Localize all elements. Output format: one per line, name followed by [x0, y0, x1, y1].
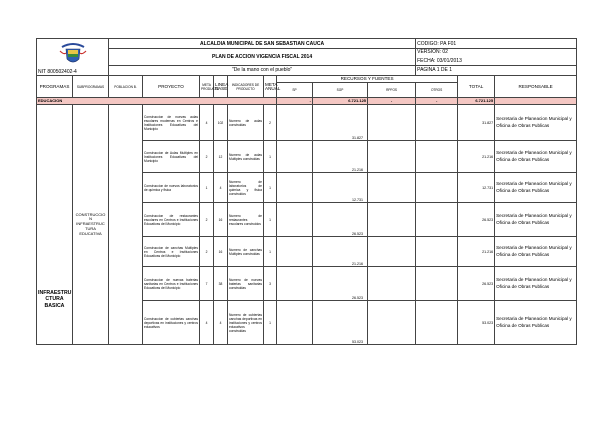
- sector-total: 6.721.125: [458, 98, 495, 105]
- slogan: "De la mano con el pueblo": [109, 65, 416, 75]
- meta-producto: 4: [200, 301, 214, 345]
- program-name: INFRAESTRU CTURA BASICA: [37, 105, 73, 345]
- meta-anual: 1: [264, 141, 277, 173]
- sgp-value: 26.523: [313, 267, 368, 301]
- responsable: Secretaria de Planeacion Municipal y Oficina de Obras Publicas: [495, 301, 577, 345]
- sgp-value: 21.216: [313, 141, 368, 173]
- sgp-value: 21.216: [313, 237, 368, 267]
- sector-name: EDUCACION: [37, 98, 277, 105]
- col-programas: PROGRAMAS: [37, 76, 73, 98]
- indicador: Numero de nuevas baterias sanitarias construidas: [228, 267, 264, 301]
- sp-value: [277, 173, 313, 203]
- col-poblacion: POBLACION B.: [109, 76, 143, 98]
- rpfos-value: [368, 237, 416, 267]
- municipal-logo: [38, 39, 107, 69]
- meta-anual: 2: [264, 105, 277, 141]
- responsable: Secretaria de Planeacion Municipal y Oficina de Obras Publicas: [495, 105, 577, 141]
- sp-value: [277, 141, 313, 173]
- sgp-value: 31.827: [313, 105, 368, 141]
- plan-table: [36, 38, 577, 345]
- total-value: 21.216: [458, 237, 495, 267]
- project-name: Construccion de canchas Multiples en Centros e Instituciones Educativas del Municipio: [143, 237, 200, 267]
- sector-rpfos: -: [368, 98, 416, 105]
- document-title: ALCALDIA MUNICIPAL DE SAN SEBASTIAN CAUCA: [109, 39, 416, 49]
- otros-value: [416, 203, 458, 237]
- linea-base: 38: [214, 267, 228, 301]
- project-name: Construccion de nuevos laboratorios de quimica y fisica: [143, 173, 200, 203]
- rpfos-value: [368, 141, 416, 173]
- sp-value: [277, 105, 313, 141]
- linea-base: 16: [214, 203, 228, 237]
- responsable: Secretaria de Planeacion Municipal y Oficina de Obras Publicas: [495, 237, 577, 267]
- indicador: Numero de restaurantes escolares construidos: [228, 203, 264, 237]
- sp-value: [277, 301, 313, 345]
- otros-value: [416, 301, 458, 345]
- meta-producto: 4: [200, 105, 214, 141]
- linea-base: 102: [214, 105, 228, 141]
- linea-base: 4: [214, 301, 228, 345]
- fecha-text: FECHA: 03/01/2013: [417, 58, 462, 65]
- document-subtitle: PLAN DE ACCION VIGENCIA FISCAL 2014: [109, 49, 416, 65]
- otros-value: [416, 237, 458, 267]
- pagina-label: PAGINA 1 DE 1: [416, 65, 577, 75]
- indicador: Numero de cubiertas canchas deportivas en instituciones y centros educativos construidas: [228, 301, 264, 345]
- linea-base: 12: [214, 141, 228, 173]
- col-indicadores: INDICADORES DE PRODUCTO: [228, 76, 264, 98]
- plan-accion-sheet: [36, 38, 576, 345]
- meta-producto: 7: [200, 267, 214, 301]
- project-name: Construccion de nuevas aulas escolares modernas en Centros e Instituciones Educativas del Municipio: [143, 105, 200, 141]
- version-label: [416, 49, 577, 65]
- col-recursos: RECURSOS Y FUENTES: [277, 76, 458, 83]
- meta-anual: 1: [264, 237, 277, 267]
- meta-producto: 2: [200, 141, 214, 173]
- linea-base: 4: [214, 173, 228, 203]
- project-name: Construccion de Aulas Multiples en Instituciones Educativas del Municipio: [143, 141, 200, 173]
- sgp-value: 53.023: [313, 301, 368, 345]
- sector-resp: [495, 98, 577, 105]
- meta-producto: 1: [200, 173, 214, 203]
- total-value: 31.827: [458, 105, 495, 141]
- otros-value: [416, 267, 458, 301]
- codigo-label: CODIGO: PA F01: [416, 39, 577, 49]
- sector-row: [37, 98, 577, 105]
- subprogram-name: CONSTRUCCIO N INFRAESTRUC TURA EDUCATIVA: [73, 105, 109, 345]
- project-name: Construccion de nuevas baterias sanitarias en Centros e Instituciones Educativas del Municipio: [143, 267, 200, 301]
- rpfos-value: [368, 267, 416, 301]
- meta-anual: 3: [264, 267, 277, 301]
- rpfos-value: [368, 203, 416, 237]
- otros-value: [416, 105, 458, 141]
- indicador: Numero de aulas Multiples construidas: [228, 141, 264, 173]
- sgp-value: 26.523: [313, 203, 368, 237]
- project-name: Construccion de cubiertas canchas deportivas en instituciones y centros educativos: [143, 301, 200, 345]
- responsable: Secretaria de Planeacion Municipal y Oficina de Obras Publicas: [495, 267, 577, 301]
- linea-base: 16: [214, 237, 228, 267]
- responsable: Secretaria de Planeacion Municipal y Oficina de Obras Publicas: [495, 203, 577, 237]
- sp-value: [277, 237, 313, 267]
- col-meta-producto: META PRODUCTO: [200, 76, 214, 98]
- col-linea-base: LINEA BASE: [214, 76, 228, 98]
- total-value: 26.523: [458, 203, 495, 237]
- project-row: [37, 105, 577, 141]
- sgp-value: 12.731: [313, 173, 368, 203]
- meta-anual: 1: [264, 301, 277, 345]
- col-rpfos: RPFOS: [368, 83, 416, 98]
- responsable: Secretaria de Planeacion Municipal y Oficina de Obras Publicas: [495, 173, 577, 203]
- sp-value: [277, 203, 313, 237]
- poblacion-cell: [109, 105, 143, 345]
- project-name: Construccion de restaurantes escolares en Centros e Instituciones Educativas del Municipio: [143, 203, 200, 237]
- total-value: 26.523: [458, 267, 495, 301]
- col-meta-anual: META ANUAL: [264, 76, 277, 98]
- col-proyecto: PROYECTO: [143, 76, 200, 98]
- total-value: 53.023: [458, 301, 495, 345]
- total-value: 12.731: [458, 173, 495, 203]
- col-total: TOTAL: [458, 76, 495, 98]
- col-otros: OTROS: [416, 83, 458, 98]
- col-sp: SP: [277, 83, 313, 98]
- indicador: Numero de aulas construidas: [228, 105, 264, 141]
- otros-value: [416, 141, 458, 173]
- col-sgp: SGP: [313, 83, 368, 98]
- meta-anual: 1: [264, 203, 277, 237]
- col-subprogramas: SUBPROGRAMAS: [73, 76, 109, 98]
- rpfos-value: [368, 301, 416, 345]
- meta-anual: 1: [264, 173, 277, 203]
- version-text: VERSION: 02: [417, 49, 448, 56]
- sector-sp: -: [277, 98, 313, 105]
- logo-cell: [37, 39, 109, 76]
- rpfos-value: [368, 105, 416, 141]
- total-value: 21.216: [458, 141, 495, 173]
- sector-sgp: 6.721.125: [313, 98, 368, 105]
- meta-producto: 2: [200, 237, 214, 267]
- sector-otros: -: [416, 98, 458, 105]
- indicador: Numero de laboratorios de quimica y fisica construidos: [228, 173, 264, 203]
- responsable: Secretaria de Planeacion Municipal y Oficina de Obras Publicas: [495, 141, 577, 173]
- sp-value: [277, 267, 313, 301]
- rpfos-value: [368, 173, 416, 203]
- meta-producto: 2: [200, 203, 214, 237]
- otros-value: [416, 173, 458, 203]
- nit-label: NIT 800502402-4: [38, 69, 77, 75]
- indicador: Numero de canchas Multiples construidas: [228, 237, 264, 267]
- col-responsable: RESPONSABLE: [495, 76, 577, 98]
